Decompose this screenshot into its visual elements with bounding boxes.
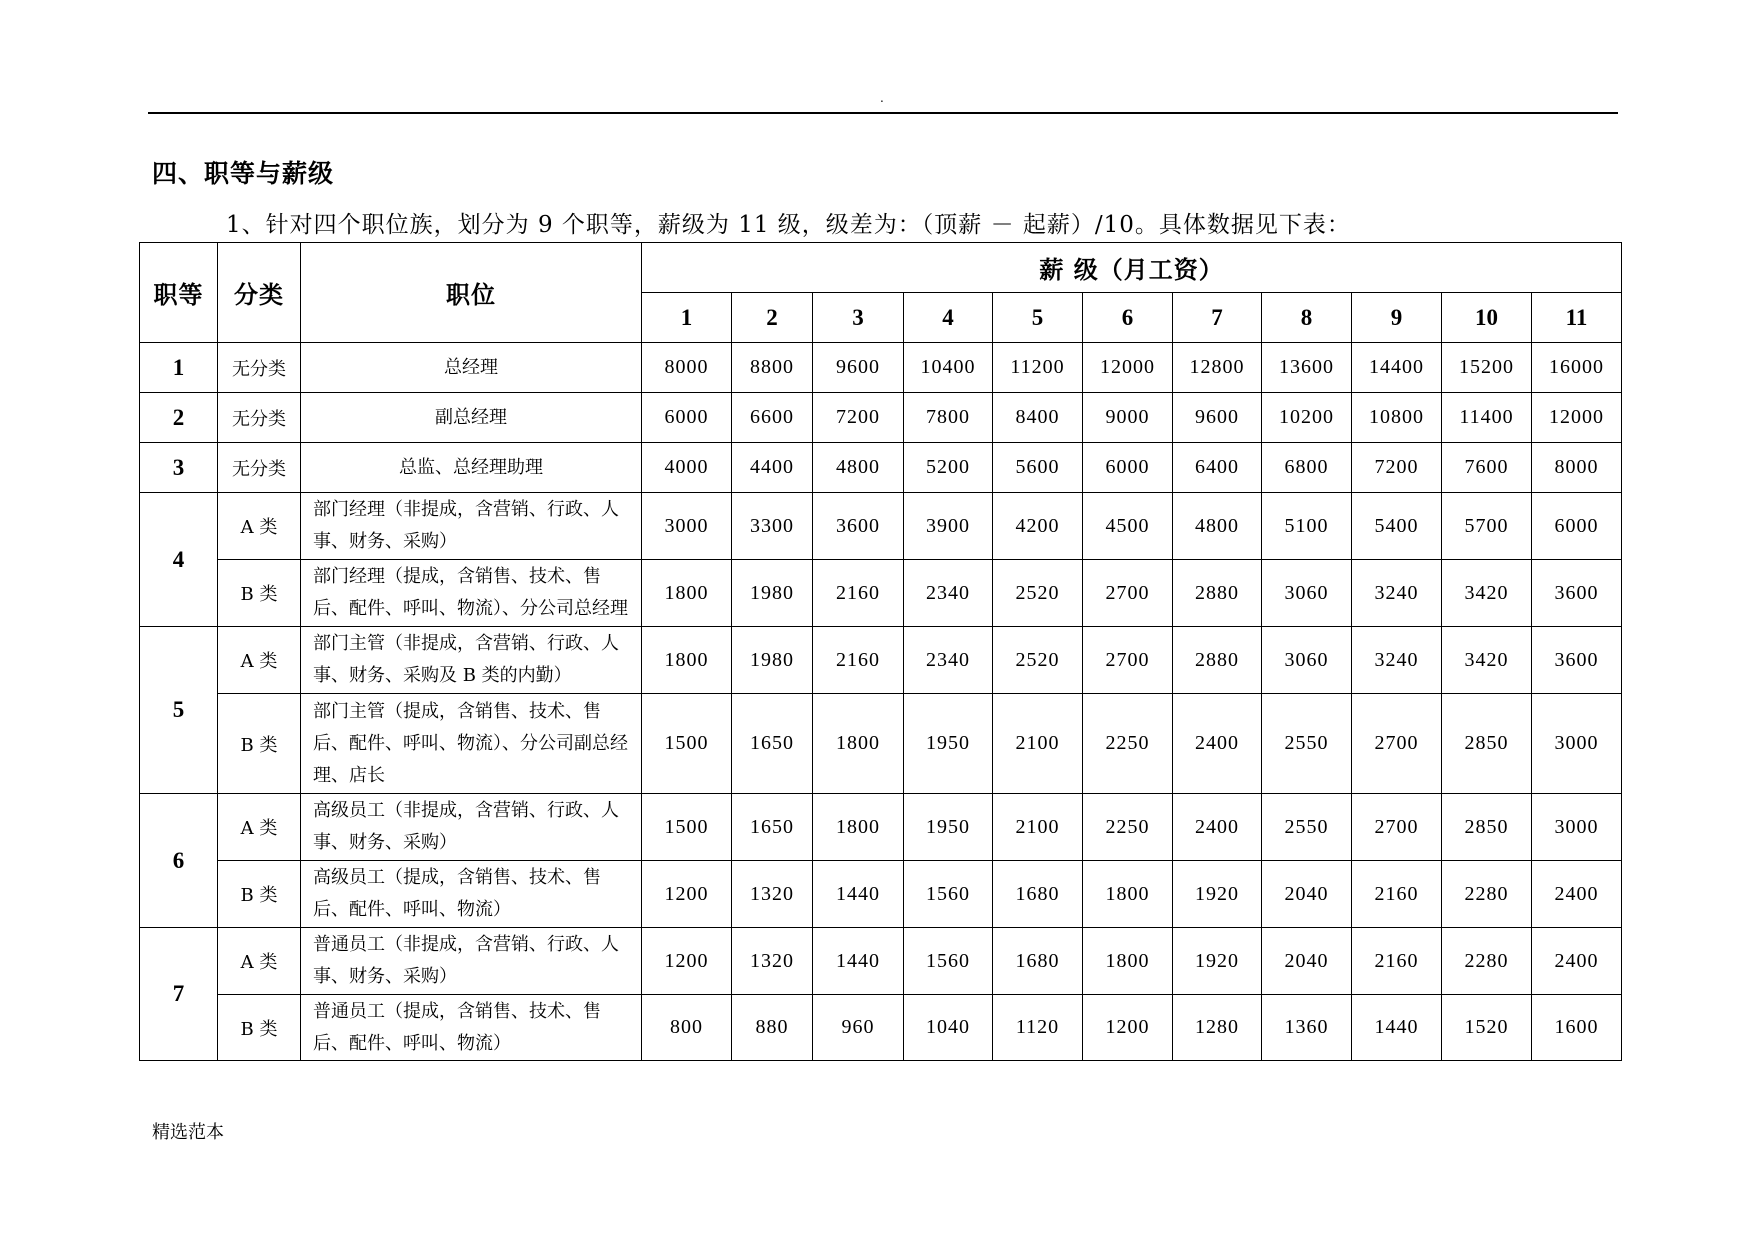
- salary-cell: 1800: [642, 627, 732, 694]
- salary-cell: 2400: [1173, 694, 1262, 794]
- salary-cell: 1920: [1173, 861, 1262, 928]
- table-body: [140, 343, 1622, 1061]
- table-row: [140, 928, 1622, 995]
- category-cell: B 类: [218, 995, 301, 1061]
- salary-cell: 2400: [1173, 794, 1262, 861]
- salary-cell: 2880: [1173, 560, 1262, 627]
- header-grade: 职等: [140, 243, 218, 343]
- salary-cell: 1040: [904, 995, 993, 1061]
- salary-cell: 3600: [1532, 560, 1622, 627]
- salary-cell: 1120: [993, 995, 1083, 1061]
- salary-cell: 5700: [1442, 493, 1532, 560]
- table-row: [140, 493, 1622, 560]
- salary-cell: 3000: [1532, 794, 1622, 861]
- salary-cell: 10400: [904, 343, 993, 393]
- salary-cell: 6000: [1083, 443, 1173, 493]
- salary-cell: 1500: [642, 694, 732, 794]
- table-row: [140, 861, 1622, 928]
- salary-cell: 6000: [642, 393, 732, 443]
- salary-cell: 2100: [993, 794, 1083, 861]
- grade-cell: 1: [140, 343, 218, 393]
- salary-cell: 2520: [993, 560, 1083, 627]
- salary-cell: 2550: [1262, 694, 1352, 794]
- salary-cell: 2550: [1262, 794, 1352, 861]
- header-level-8: 8: [1262, 293, 1352, 343]
- salary-cell: 4400: [732, 443, 813, 493]
- salary-cell: 2160: [813, 560, 904, 627]
- salary-cell: 1800: [1083, 861, 1173, 928]
- salary-cell: 1950: [904, 694, 993, 794]
- salary-cell: 2340: [904, 560, 993, 627]
- salary-cell: 4000: [642, 443, 732, 493]
- header-level-6: 6: [1083, 293, 1173, 343]
- salary-cell: 1440: [1352, 995, 1442, 1061]
- salary-cell: 7200: [813, 393, 904, 443]
- footer-text: 精选范本: [152, 1122, 224, 1143]
- salary-cell: 8000: [1532, 443, 1622, 493]
- table-row: [140, 794, 1622, 861]
- salary-cell: 3600: [813, 493, 904, 560]
- salary-cell: 1200: [642, 928, 732, 995]
- salary-cell: 1440: [813, 861, 904, 928]
- salary-cell: 3900: [904, 493, 993, 560]
- position-cell: 高级员工（非提成，含营销、行政、人事、财务、采购）: [301, 794, 642, 861]
- position-cell: 部门主管（提成，含销售、技术、售后、配件、呼叫、物流）、分公司副总经理、店长: [301, 694, 642, 794]
- salary-cell: 11400: [1442, 393, 1532, 443]
- salary-cell: 2880: [1173, 627, 1262, 694]
- table-row: [140, 627, 1622, 694]
- salary-cell: 1360: [1262, 995, 1352, 1061]
- table-row: [140, 443, 1622, 493]
- salary-cell: 1200: [642, 861, 732, 928]
- salary-cell: 880: [732, 995, 813, 1061]
- salary-cell: 800: [642, 995, 732, 1061]
- header-salary-group: 薪 级（月工资）: [642, 243, 1622, 293]
- category-cell: A 类: [218, 928, 301, 995]
- salary-cell: 4200: [993, 493, 1083, 560]
- header-level-11: 11: [1532, 293, 1622, 343]
- header-level-3: 3: [813, 293, 904, 343]
- salary-cell: 5600: [993, 443, 1083, 493]
- salary-cell: 1320: [732, 928, 813, 995]
- category-cell: A 类: [218, 627, 301, 694]
- salary-cell: 3000: [1532, 694, 1622, 794]
- salary-cell: 13600: [1262, 343, 1352, 393]
- salary-cell: 2700: [1352, 694, 1442, 794]
- salary-cell: 3060: [1262, 560, 1352, 627]
- salary-cell: 1980: [732, 560, 813, 627]
- category-cell: 无分类: [218, 343, 301, 393]
- salary-cell: 3000: [642, 493, 732, 560]
- salary-cell: 1320: [732, 861, 813, 928]
- salary-cell: 6400: [1173, 443, 1262, 493]
- salary-cell: 12000: [1083, 343, 1173, 393]
- salary-cell: 3420: [1442, 560, 1532, 627]
- salary-cell: 2520: [993, 627, 1083, 694]
- salary-cell: 15200: [1442, 343, 1532, 393]
- salary-cell: 3420: [1442, 627, 1532, 694]
- salary-cell: 1520: [1442, 995, 1532, 1061]
- salary-cell: 8400: [993, 393, 1083, 443]
- salary-cell: 1280: [1173, 995, 1262, 1061]
- grade-cell: 5: [140, 627, 218, 794]
- intro-paragraph: 1、针对四个职位族，划分为 9 个职等，薪级为 11 级，级差为：（顶薪 － 起薪）/10。具体数据见下表：: [226, 212, 1351, 238]
- position-cell: 副总经理: [301, 393, 642, 443]
- salary-cell: 4800: [1173, 493, 1262, 560]
- category-cell: B 类: [218, 560, 301, 627]
- salary-cell: 3300: [732, 493, 813, 560]
- category-cell: B 类: [218, 694, 301, 794]
- header-level-5: 5: [993, 293, 1083, 343]
- grade-cell: 3: [140, 443, 218, 493]
- salary-cell: 6600: [732, 393, 813, 443]
- table-row: [140, 560, 1622, 627]
- salary-cell: 2700: [1352, 794, 1442, 861]
- salary-cell: 1800: [642, 560, 732, 627]
- table-row: [140, 393, 1622, 443]
- salary-cell: 2850: [1442, 694, 1532, 794]
- table-row: [140, 694, 1622, 794]
- salary-cell: 1980: [732, 627, 813, 694]
- salary-cell: 1560: [904, 928, 993, 995]
- salary-cell: 1800: [813, 794, 904, 861]
- section-title: 四、职等与薪级: [152, 159, 335, 188]
- position-cell: 高级员工（提成，含销售、技术、售后、配件、呼叫、物流）: [301, 861, 642, 928]
- header-level-2: 2: [732, 293, 813, 343]
- salary-cell: 1800: [813, 694, 904, 794]
- table-row: [140, 995, 1622, 1061]
- salary-cell: 12800: [1173, 343, 1262, 393]
- salary-cell: 1600: [1532, 995, 1622, 1061]
- header-position: 职位: [301, 243, 642, 343]
- salary-cell: 9000: [1083, 393, 1173, 443]
- salary-cell: 1950: [904, 794, 993, 861]
- table-header: [140, 243, 1622, 343]
- position-cell: 总监、总经理助理: [301, 443, 642, 493]
- salary-cell: 9600: [1173, 393, 1262, 443]
- position-cell: 普通员工（提成，含销售、技术、售后、配件、呼叫、物流）: [301, 995, 642, 1061]
- salary-cell: 2160: [1352, 928, 1442, 995]
- salary-cell: 1560: [904, 861, 993, 928]
- salary-cell: 1680: [993, 861, 1083, 928]
- salary-cell: 3240: [1352, 560, 1442, 627]
- salary-cell: 2400: [1532, 861, 1622, 928]
- salary-cell: 11200: [993, 343, 1083, 393]
- salary-table: [139, 242, 1622, 1061]
- salary-cell: 2700: [1083, 627, 1173, 694]
- salary-cell: 2100: [993, 694, 1083, 794]
- position-cell: 总经理: [301, 343, 642, 393]
- salary-cell: 2850: [1442, 794, 1532, 861]
- salary-cell: 2040: [1262, 928, 1352, 995]
- salary-cell: 1800: [1083, 928, 1173, 995]
- salary-cell: 1920: [1173, 928, 1262, 995]
- salary-cell: 2160: [813, 627, 904, 694]
- header-level-4: 4: [904, 293, 993, 343]
- salary-cell: 2160: [1352, 861, 1442, 928]
- header-level-10: 10: [1442, 293, 1532, 343]
- salary-cell: 9600: [813, 343, 904, 393]
- salary-cell: 3060: [1262, 627, 1352, 694]
- salary-cell: 2400: [1532, 928, 1622, 995]
- salary-cell: 10200: [1262, 393, 1352, 443]
- category-cell: 无分类: [218, 393, 301, 443]
- salary-cell: 1440: [813, 928, 904, 995]
- salary-cell: 2700: [1083, 560, 1173, 627]
- grade-cell: 2: [140, 393, 218, 443]
- salary-cell: 8800: [732, 343, 813, 393]
- position-cell: 部门主管（非提成，含营销、行政、人事、财务、采购及 B 类的内勤）: [301, 627, 642, 694]
- header-level-7: 7: [1173, 293, 1262, 343]
- salary-cell: 5100: [1262, 493, 1352, 560]
- salary-cell: 1200: [1083, 995, 1173, 1061]
- salary-cell: 14400: [1352, 343, 1442, 393]
- header-level-9: 9: [1352, 293, 1442, 343]
- table-row: [140, 343, 1622, 393]
- salary-cell: 4800: [813, 443, 904, 493]
- category-cell: A 类: [218, 794, 301, 861]
- salary-cell: 7200: [1352, 443, 1442, 493]
- salary-cell: 2280: [1442, 861, 1532, 928]
- salary-cell: 3600: [1532, 627, 1622, 694]
- position-cell: 部门经理（非提成，含营销、行政、人事、财务、采购）: [301, 493, 642, 560]
- salary-cell: 10800: [1352, 393, 1442, 443]
- salary-cell: 6800: [1262, 443, 1352, 493]
- salary-cell: 5200: [904, 443, 993, 493]
- header-dot: .: [880, 91, 884, 105]
- category-cell: 无分类: [218, 443, 301, 493]
- salary-cell: 2340: [904, 627, 993, 694]
- salary-cell: 2040: [1262, 861, 1352, 928]
- salary-cell: 1650: [732, 794, 813, 861]
- salary-cell: 960: [813, 995, 904, 1061]
- salary-cell: 2250: [1083, 694, 1173, 794]
- position-cell: 部门经理（提成，含销售、技术、售后、配件、呼叫、物流）、分公司总经理: [301, 560, 642, 627]
- salary-cell: 6000: [1532, 493, 1622, 560]
- category-cell: B 类: [218, 861, 301, 928]
- category-cell: A 类: [218, 493, 301, 560]
- position-cell: 普通员工（非提成，含营销、行政、人事、财务、采购）: [301, 928, 642, 995]
- salary-cell: 4500: [1083, 493, 1173, 560]
- header-category: 分类: [218, 243, 301, 343]
- salary-cell: 7800: [904, 393, 993, 443]
- header-rule: [148, 112, 1618, 114]
- grade-cell: 6: [140, 794, 218, 928]
- salary-cell: 2280: [1442, 928, 1532, 995]
- grade-cell: 4: [140, 493, 218, 627]
- salary-cell: 1680: [993, 928, 1083, 995]
- salary-cell: 8000: [642, 343, 732, 393]
- salary-cell: 12000: [1532, 393, 1622, 443]
- grade-cell: 7: [140, 928, 218, 1061]
- salary-cell: 1500: [642, 794, 732, 861]
- salary-cell: 7600: [1442, 443, 1532, 493]
- salary-cell: 1650: [732, 694, 813, 794]
- header-level-1: 1: [642, 293, 732, 343]
- salary-cell: 3240: [1352, 627, 1442, 694]
- salary-cell: 5400: [1352, 493, 1442, 560]
- salary-cell: 2250: [1083, 794, 1173, 861]
- salary-cell: 16000: [1532, 343, 1622, 393]
